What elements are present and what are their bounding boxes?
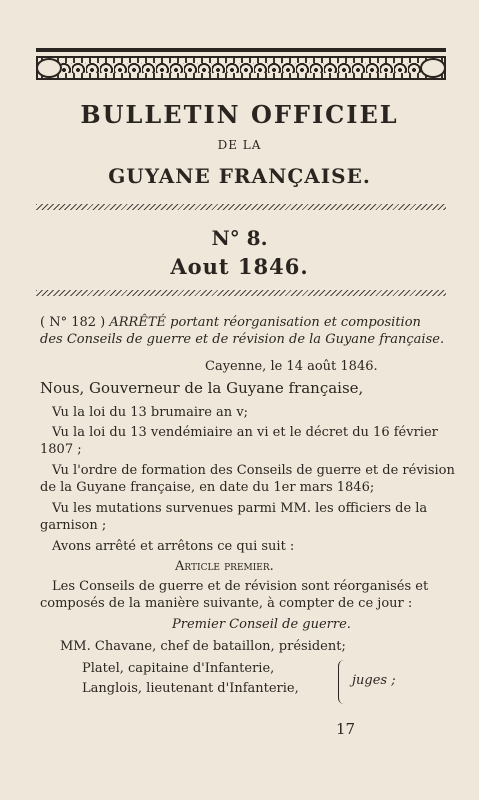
article-heading: Article premier.	[175, 559, 274, 574]
subsection-heading: Premier Conseil de guerre.	[172, 617, 351, 632]
text-line: Langlois, lieutenant d'Infanterie,	[82, 681, 299, 696]
wavy-rule-1	[36, 204, 446, 210]
bulletin-title-de-la: DE LA	[217, 138, 262, 152]
issue-date: Aout 1846.	[170, 254, 309, 279]
text-line: Vu la loi du 13 vendémiaire an vi et le décret du 16 février	[52, 425, 438, 440]
page-number: 17	[336, 720, 356, 738]
wavy-rule-2	[36, 290, 446, 296]
text-line: Avons arrêté et arrêtons ce qui suit :	[52, 539, 295, 554]
issue-number: N° 8.	[211, 226, 268, 250]
text-line: Nous, Gouverneur de la Guyane française,	[40, 379, 364, 397]
text-line: Vu les mutations survenues parmi MM. les officiers de la	[52, 501, 428, 516]
text-line: Les Conseils de guerre et de révision sont réorganisés et	[52, 579, 429, 594]
act-heading: ( N° 182 ) ARRÊTÉ portant réorganisation et composition	[40, 315, 421, 330]
text-line: Platel, capitaine d'Infanterie,	[82, 661, 275, 676]
bulletin-title-guyane: GUYANE FRANÇAISE.	[108, 164, 371, 188]
text-line: MM. Chavane, chef de bataillon, président;	[60, 639, 346, 654]
ornamental-border	[36, 56, 446, 80]
text-line: garnison ;	[40, 518, 107, 533]
top-rule	[36, 48, 446, 52]
text-line: 1807 ;	[40, 442, 82, 457]
place-date: Cayenne, le 14 août 1846.	[205, 359, 378, 374]
text-line: composés de la manière suivante, à compter de ce jour :	[40, 596, 413, 611]
brace	[338, 660, 347, 704]
text-line: Vu la loi du 13 brumaire an v;	[52, 405, 249, 420]
bulletin-title: BULLETIN OFFICIEL	[80, 100, 399, 129]
act-heading-cont: des Conseils de guerre et de révision de la Guyane française.	[40, 332, 445, 347]
text-line: de la Guyane française, en date du 1er mars 1846;	[40, 480, 375, 495]
juges-label: juges ;	[352, 673, 396, 688]
text-line: Vu l'ordre de formation des Conseils de guerre et de révision	[52, 463, 455, 478]
